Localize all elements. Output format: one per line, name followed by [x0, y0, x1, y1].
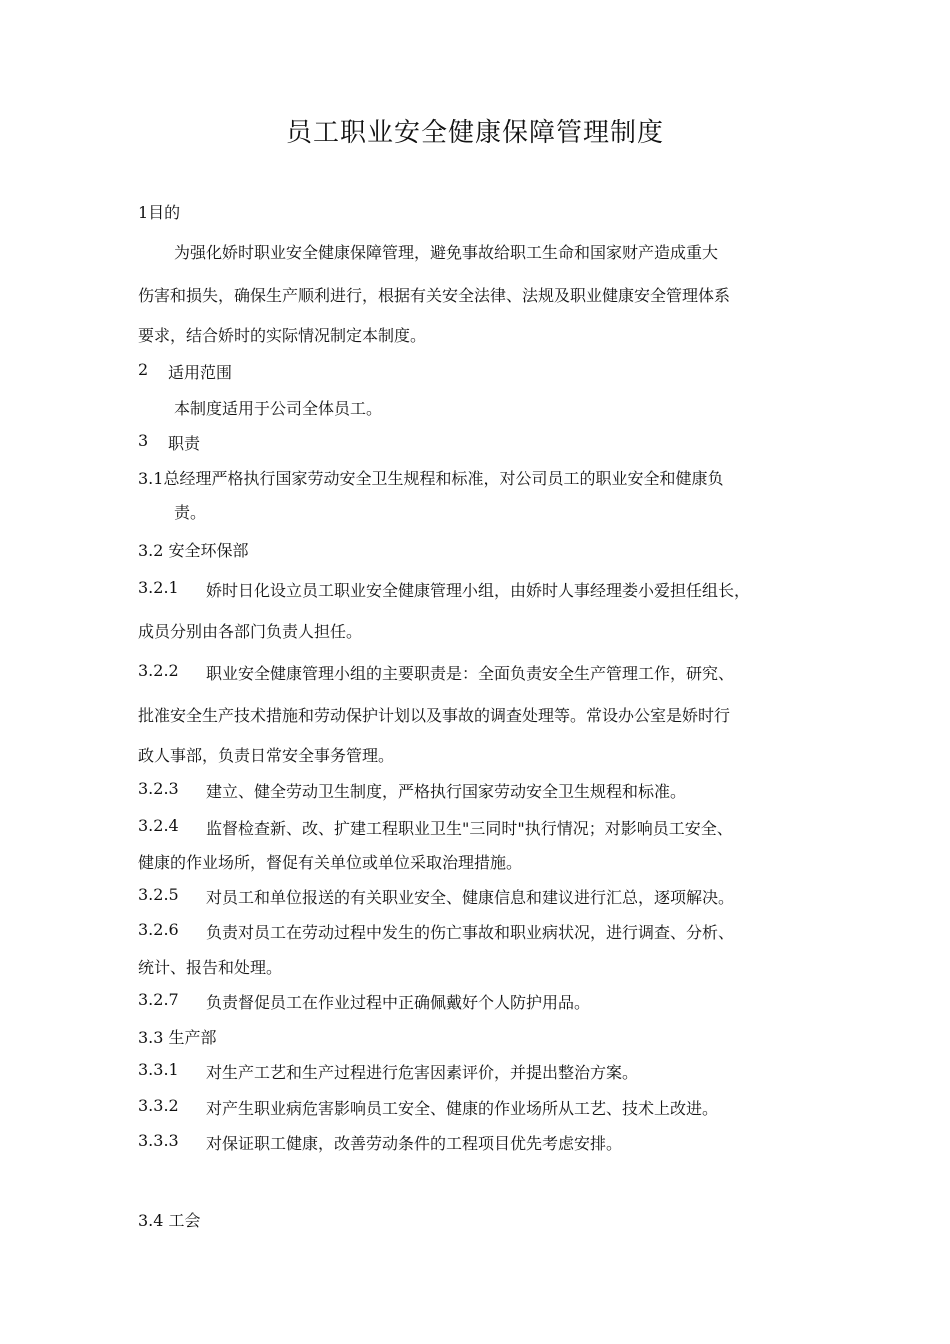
clause-3-2-7-line: 负责督促员工在作业过程中正确佩戴好个人防护用品。	[206, 993, 591, 1012]
clause-number: 3.3.2	[138, 1096, 179, 1115]
clause-number: 3.3.3	[138, 1131, 179, 1150]
section-number: 3	[138, 431, 149, 450]
clause-3-2-3-line: 建立、健全劳动卫生制度，严格执行国家劳动安全卫生规程和标准。	[206, 782, 687, 801]
clause-number: 3.2.4	[138, 816, 179, 835]
clause-number: 3.2.1	[138, 578, 179, 597]
clause-3-2-6-line: 统计、报告和处理。	[138, 958, 283, 977]
subsection-heading: 3.4 工会	[138, 1211, 201, 1230]
section-number: 2	[138, 360, 149, 379]
clause-3-2-6-line: 负责对员工在劳动过程中发生的伤亡事故和职业病状况，进行调查、分析、	[206, 923, 735, 942]
clause-3-2-2-line: 职业安全健康管理小组的主要职责是：全面负责安全生产管理工作，研究、	[206, 664, 735, 683]
clause-number: 3.3.1	[138, 1060, 179, 1079]
clause-3-2-2-line: 政人事部，负责日常安全事务管理。	[138, 746, 395, 765]
clause-3-3-2-line: 对产生职业病危害影响员工安全、健康的作业场所从工艺、技术上改进。	[206, 1099, 719, 1118]
clause-3-2-2-line: 批准安全生产技术措施和劳动保护计划以及事故的调查处理等。常设办公室是娇时行	[138, 706, 731, 725]
clause-number: 3.2.2	[138, 661, 179, 680]
clause-3-1-line: 3.1总经理严格执行国家劳动安全卫生规程和标准，对公司员工的职业安全和健康负	[138, 469, 724, 488]
clause-number: 3.2.3	[138, 779, 179, 798]
section-heading-purpose: 1目的	[138, 203, 181, 222]
clause-3-2-4-line: 健康的作业场所，督促有关单位或单位采取治理措施。	[138, 853, 523, 872]
clause-number: 3.2.7	[138, 990, 179, 1009]
section-heading-scope: 适用范围	[168, 363, 233, 382]
subsection-heading: 3.3 生产部	[138, 1028, 217, 1047]
clause-3-3-1-line: 对生产工艺和生产过程进行危害因素评价，并提出整治方案。	[206, 1063, 639, 1082]
paragraph-line: 本制度适用于公司全体员工。	[174, 399, 383, 418]
clause-3-2-5-line: 对员工和单位报送的有关职业安全、健康信息和建议进行汇总，逐项解决。	[206, 888, 735, 907]
subsection-heading: 3.2 安全环保部	[138, 541, 249, 560]
clause-3-1-line: 责。	[174, 503, 207, 522]
clause-number: 3.2.5	[138, 885, 179, 904]
clause-3-2-4-line: 监督检查新、改、扩建工程职业卫生"三同时"执行情况；对影响员工安全、	[206, 819, 733, 838]
clause-3-2-1-line: 娇时日化设立员工职业安全健康管理小组，由娇时人事经理娄小爱担任组长，	[206, 581, 751, 600]
clause-3-2-1-line: 成员分别由各部门负责人担任。	[138, 622, 363, 641]
paragraph-line: 为强化娇时职业安全健康保障管理，避免事故给职工生命和国家财产造成重大	[174, 243, 719, 262]
clause-number: 3.2.6	[138, 920, 179, 939]
section-heading-duties: 职责	[168, 434, 201, 453]
paragraph-line: 要求，结合娇时的实际情况制定本制度。	[138, 326, 427, 345]
page-title: 员工职业安全健康保障管理制度	[285, 118, 664, 148]
clause-3-3-3-line: 对保证职工健康，改善劳动条件的工程项目优先考虑安排。	[206, 1134, 623, 1153]
paragraph-line: 伤害和损失，确保生产顺利进行，根据有关安全法律、法规及职业健康安全管理体系	[138, 286, 731, 305]
